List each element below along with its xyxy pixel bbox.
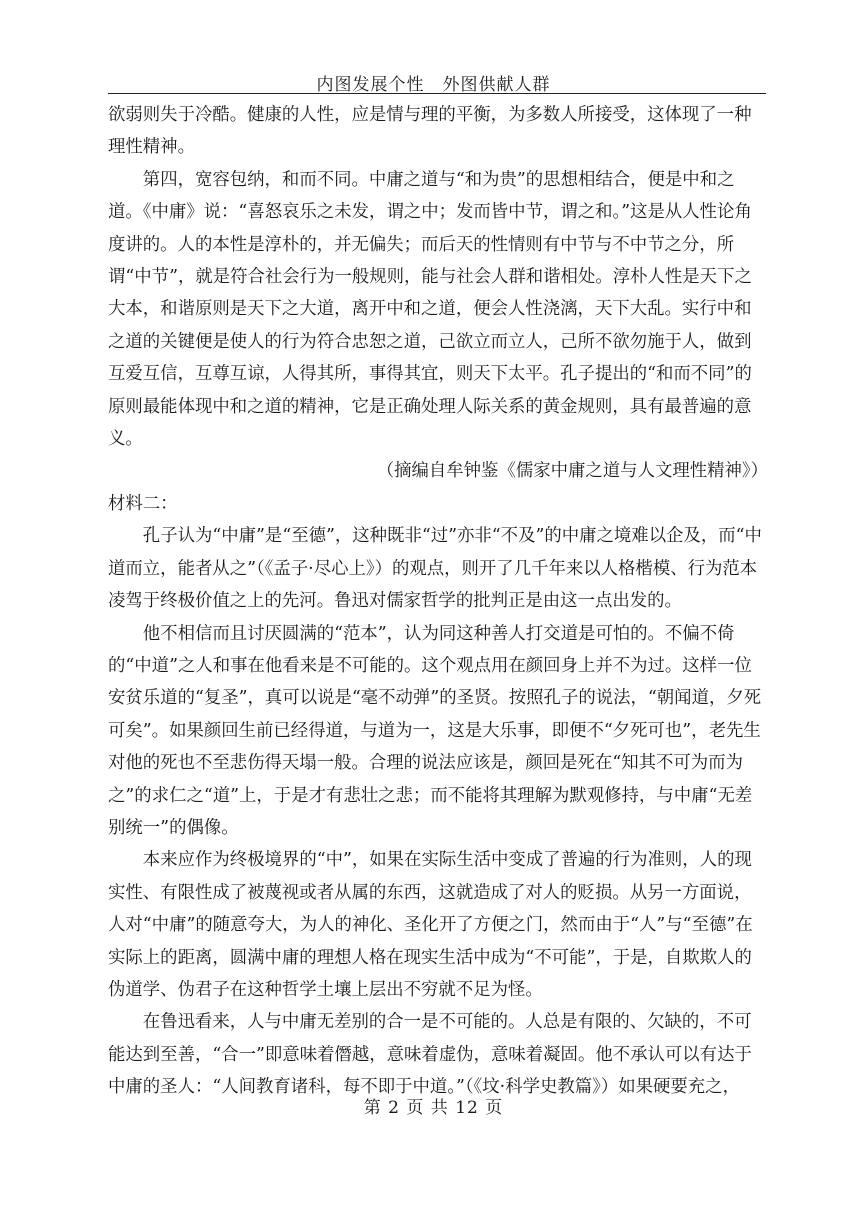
source-attribution: （摘编自牟钟鉴《儒家中庸之道与人文理性精神》） [376,461,768,482]
paragraph-continued: 欲弱则失于冷酷。健康的人性，应是情与理的平衡，为多数人所接受，这体现了一种理性精神。 [108,105,752,158]
header-divider [108,93,766,94]
paragraph-fourth-point: 第四，宽容包纳，和而不同。中庸之道与“和为贵”的思想相结合，便是中和之道。《中庸》说：“喜怒哀乐之未发，谓之中；发而皆中节，谓之和。”这是从人性论角度讲的。人的本性是淳朴的，并无偏失；而后天的性情则有中节与不中节之分，所谓“中节”，就是符合社会行为一般规则，能与社会人群和谐相处。淳朴人性是天下之大本，和谐原则是天下之大道，离开中和之道，便会人性浇漓，天下大乱。实行中和之道的关键便是使人的行为符合忠恕之道，己欲立而立人，己所不欲勿施于人，做到互爱互信，互尊互谅，人得其所，事得其宜，则天下太平。孔子提出的“和而不同”的原则最能体现中和之道的精神，它是正确处理人际关系的黄金规则，具有最普遍的意义。 [108,169,752,450]
header-title: 内图发展个性 外图供献人群 [316,75,551,95]
paragraph-material-two-1: 孔子认为“中庸”是“至德”，这种既非“过”亦非“不及”的中庸之境难以企及，而“中道而立，能者从之”（《孟子·尽心上》）的观点，则开了几千年来以人格楷模、行为范本凌驾于终极价值之上的先河。鲁迅对儒家哲学的批判正是由这一点出发的。 [108,526,762,612]
material-two-heading: 材料二： [108,493,178,514]
page-number: 第 2 页 共 12 页 [363,1098,504,1118]
paragraph-material-two-2: 他不相信而且讨厌圆满的“范本”，认为同这种善人打交道是可怕的。不偏不倚的“中道”之人和事在他看来是不可能的。这个观点用在颜回身上并不为过。这样一位安贫乐道的“复圣”，真可以说是“毫不动弹”的圣贤。按照孔子的说法，“朝闻道，夕死可矣”。如果颜回生前已经得道，与道为一，这是大乐事，即便不“夕死可也”，老先生对他的死也不至悲伤得天塌一般。合理的说法应该是，颜回是死在“知其不可为而为之”的求仁之“道”上，于是才有悲壮之悲；而不能将其理解为默观修持，与中庸“无差别统一”的偶像。 [108,623,762,838]
paragraph-material-two-4: 在鲁迅看来，人与中庸无差别的合一是不可能的。人总是有限的、欠缺的，不可能达到至善，“合一”即意味着僭越，意味着虚伪，意味着凝固。他不承认可以有达于中庸的圣人：“人间教育诸科，每不即于中道。”（《坟·科学史教篇》）如果硬要充之， [108,1012,752,1098]
document-body [108,99,768,1104]
paragraph-material-two-3: 本来应作为终极境界的“中”，如果在实际生活中变成了普遍的行为准则，人的现实性、有限性成了被蔑视或者从属的东西，这就造成了对人的贬损。从另一方面说，人对“中庸”的随意夸大，为人的神化、圣化开了方便之门，然而由于“人”与“至德”在实际上的距离，圆满中庸的理想人格在现实生活中成为“不可能”，于是，自欺欺人的伪道学、伪君子在这种哲学土壤上层出不穷就不足为怪。 [108,850,753,1000]
